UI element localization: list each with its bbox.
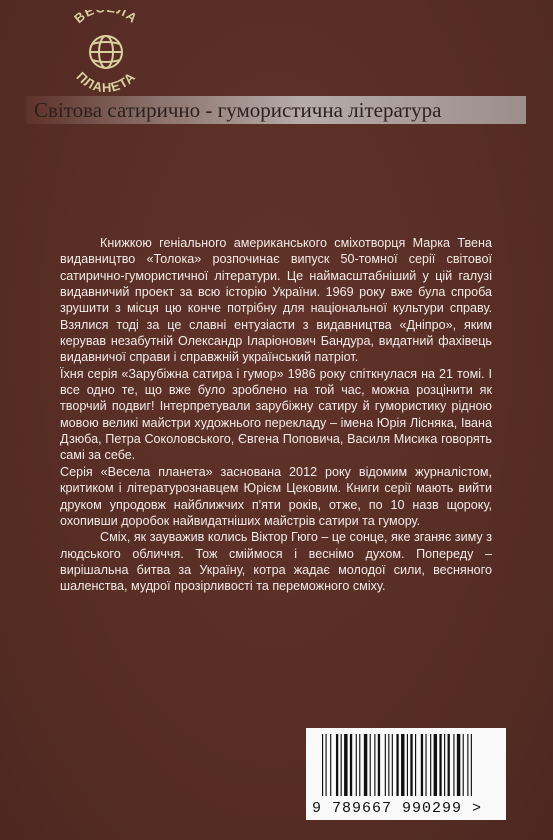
barcode-bar: [392, 734, 393, 796]
svg-text:ПЛАНЕТА: [74, 69, 139, 92]
barcode-bar: [407, 734, 408, 796]
barcode-bar: [326, 734, 327, 796]
barcode-bars-icon: [322, 734, 502, 796]
barcode-bar: [453, 734, 454, 796]
publisher-logo: [56, 10, 156, 92]
barcode-bar: [457, 734, 460, 796]
logo-text-bottom: ПЛАНЕТА: [73, 68, 139, 92]
barcode-bar: [421, 734, 423, 796]
barcode-bar: [385, 734, 386, 796]
barcode-bar: [330, 734, 331, 796]
back-cover-blurb: [60, 235, 492, 595]
blurb-paragraph: Серія «Весела планета» заснована 2012 року відомим журналістом, критиком і літературознавцем Юрієм Цековим. Книги серії мають вийти друком упродовж найближчих п'яти років, отже, по 10 назв щороку, охопивши доробок найвидатніших майстрів сатири та гумору.: [60, 464, 492, 528]
barcode-bar: [396, 734, 398, 796]
barcode-bar: [444, 734, 445, 796]
barcode-bar: [359, 734, 360, 796]
barcode-bar: [467, 734, 468, 796]
isbn-barcode: [306, 728, 506, 820]
barcode-bar: [364, 734, 367, 796]
barcode-bar: [471, 734, 472, 796]
isbn-number: 9 789667 990299 >: [312, 800, 483, 817]
barcode-bar: [370, 734, 371, 796]
barcode-bar: [410, 734, 412, 796]
barcode-bar: [341, 734, 342, 796]
barcode-bar: [463, 734, 464, 796]
barcode-bar: [350, 734, 352, 796]
blurb-paragraph: Їхня серія «Зарубіжна сатира і гумор» 1986 року спіткнулася на 21 томі. І все одно те, що вже було зроблено на той час, можна розцінити як творчий подвиг! Інтерпретували зарубіжну сатиру й гумористику рідною мовою великі майстри художнього перекладу – імена Юрія Лісняка, Івана Дзюба, Петра Соколовського, Євгена Поповича, Василя Мисика говорять самі за себе.: [60, 366, 492, 463]
barcode-bar: [430, 734, 431, 796]
logo-text-top: ВЕ ЛА: [71, 10, 141, 27]
barcode-bar: [401, 734, 404, 796]
barcode-bar: [374, 734, 375, 796]
barcode-bar: [336, 734, 338, 796]
barcode-bar: [378, 734, 380, 796]
svg-text:ВЕСЕЛА: [71, 10, 141, 26]
series-title: Світова сатирично - гумористична література: [34, 98, 442, 122]
barcode-bar: [388, 734, 389, 796]
blurb-paragraph: Сміх, як зауважив колись Віктор Гюго – це сонце, яке зганяє зиму з людського обличчя. Тож сміймося і веснімо духом. Попереду – вирішальна битва за Україну, котра жадає молодої сили, весняного шаленства, мудрої прозірливості та переможного сміху.: [60, 530, 492, 594]
barcode-bar: [434, 734, 437, 796]
barcode-bar: [439, 734, 441, 796]
barcode-bar: [415, 734, 416, 796]
barcode-bar: [448, 734, 450, 796]
barcode-bar: [356, 734, 357, 796]
barcode-bar: [425, 734, 426, 796]
barcode-bar: [344, 734, 347, 796]
blurb-paragraph: Книжкою геніального американського сміхотворця Марка Твена видавництво «Толока» розпочинає випуск 50-томної серії світової сатирично-гумористичної літератури. Це наймасштабніший у цій галузі видавничий проект за всю історію України. 1969 року вже була спроба зрушити з місця цю конче потрібну для національної культури справу. Взялися тоді за це славні ентузіасти з видавництва «Дніпро», яким керував незабутній Олександр Іларіонович Бандура, видатний фахівець видавничої справи і справжній український патріот.: [60, 236, 492, 365]
globe-logo-icon: [56, 10, 156, 92]
barcode-bar: [322, 734, 323, 796]
